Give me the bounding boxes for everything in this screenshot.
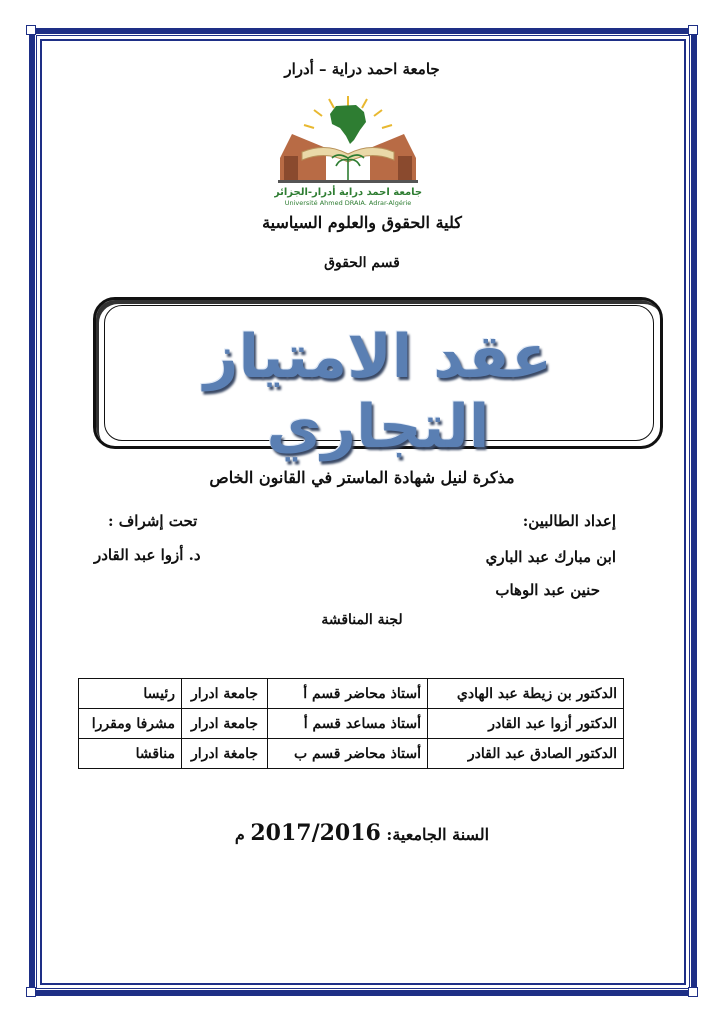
supervision-label: تحت إشراف : (108, 512, 198, 530)
committee-label: لجنة المناقشة (321, 612, 403, 628)
member-name: الدكتور الصادق عبد القادر (428, 739, 624, 769)
border-corner-bottom-left (26, 987, 36, 997)
university-emblem-icon (274, 96, 422, 208)
academic-year-value: 2017/2016 (250, 820, 381, 846)
member-role: مناقشا (79, 739, 182, 769)
university-logo (274, 96, 422, 208)
member-rank: أستاذ محاضر قسم ب (268, 739, 428, 769)
member-rank: أستاذ مساعد قسم أ (268, 709, 428, 739)
member-university: جامعة ادرار (182, 679, 268, 709)
student-name-1: ابن مبارك عبد الباري (485, 548, 616, 566)
thesis-title: عقد الامتياز التجاري (203, 322, 553, 462)
logo-french-caption: Université Ahmed DRAIA. Adrar-Algérie (284, 199, 412, 207)
academic-year (60, 820, 664, 846)
table-row (79, 709, 624, 739)
student-name-2: حنين عبد الوهاب (495, 581, 600, 599)
member-name: الدكتور بن زيطة عبد الهادي (428, 679, 624, 709)
logo-arabic-caption: جامعة احمد دراية أدرار-الجزائر (274, 187, 422, 198)
member-role: رئيسا (79, 679, 182, 709)
member-university: جامغة ادرار (182, 739, 268, 769)
border-corner-top-right (688, 25, 698, 35)
committee-table (78, 678, 624, 769)
table-row (79, 739, 624, 769)
member-role: مشرفا ومقررا (79, 709, 182, 739)
member-name: الدكتور أزوا عبد القادر (428, 709, 624, 739)
border-corner-top-left (26, 25, 36, 35)
member-rank: أستاذ محاضر قسم أ (268, 679, 428, 709)
department-name: قسم الحقوق (324, 255, 400, 271)
academic-year-suffix: م (234, 825, 245, 844)
university-name: جامعة احمد دراية – أدرار (284, 60, 440, 78)
border-corner-bottom-right (688, 987, 698, 997)
prepared-by-label: إعداد الطالبين: (522, 512, 616, 530)
supervisor-name: د. أزوا عبد القادر (94, 546, 201, 564)
degree-line: مذكرة لنيل شهادة الماستر في القانون الخاص (209, 468, 515, 487)
table-row (79, 679, 624, 709)
faculty-name: كلية الحقوق والعلوم السياسية (262, 213, 462, 232)
member-university: جامعة ادرار (182, 709, 268, 739)
academic-year-label: السنة الجامعية: (386, 825, 490, 844)
